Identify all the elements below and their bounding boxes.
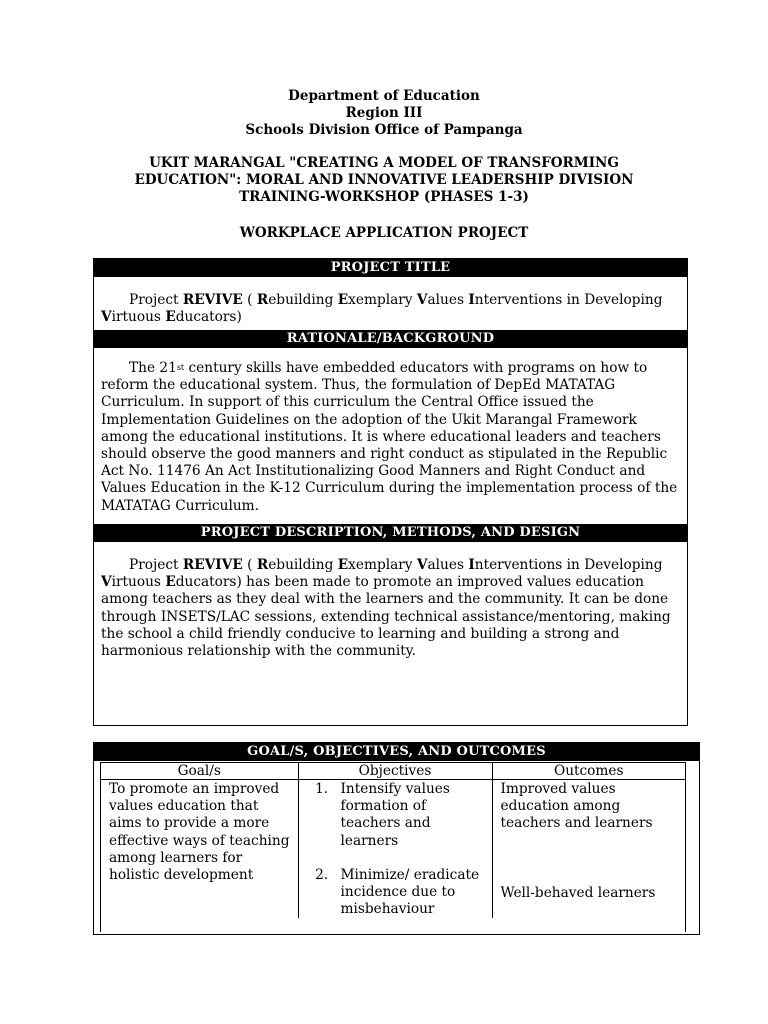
project-title-text: Project REVIVE ( Rebuilding Exemplary Values Interventions in Developing Virtuous Educators) xyxy=(101,292,663,326)
goals-table xyxy=(101,763,685,918)
objectives-cell xyxy=(298,780,492,919)
outcome-item: Well-behaved learners xyxy=(500,884,656,901)
goals-table-frame xyxy=(100,762,686,932)
column-header-outcomes: Outcomes xyxy=(492,763,685,780)
goal-cell: To promote an improved values education that aims to provide a more effective ways of teaching among learners for holistic development xyxy=(101,780,298,919)
project-details-box xyxy=(93,258,688,726)
table-header-row xyxy=(101,763,685,780)
objective-item: 2. Minimize/ eradicate incidence due to misbehaviour xyxy=(333,867,486,919)
outcome-item: Improved values education among teachers and learners xyxy=(500,781,653,832)
column-header-objectives: Objectives xyxy=(298,763,492,780)
goals-box xyxy=(93,742,700,935)
rationale-heading: RATIONALE/BACKGROUND xyxy=(94,330,687,348)
header-region: Region III xyxy=(345,105,423,121)
training-title-line: EDUCATION": MORAL AND INNOVATIVE LEADERSHIP DIVISION xyxy=(134,172,634,188)
training-title-line: TRAINING-WORKSHOP (PHASES 1-3) xyxy=(239,189,529,205)
outcomes-cell xyxy=(492,780,685,919)
objective-item: 1. Intensify values formation of teachers and learners xyxy=(333,781,486,850)
training-title xyxy=(0,155,768,206)
description-text: Project REVIVE ( Rebuilding Exemplary Values Interventions in Developing Virtuous Educators) has been made to promote an improved values education among teachers as they deal with the learners and the community. It can be done through INSETS/LAC sessions, extending technical assistance/mentoring, making the school a child friendly conducive to learning and building a strong and harmonious relationship with the community. xyxy=(101,557,671,660)
training-title-line: UKIT MARANGAL "CREATING A MODEL OF TRANSFORMING xyxy=(149,155,619,171)
column-header-goals: Goal/s xyxy=(101,763,298,780)
project-title-heading: PROJECT TITLE xyxy=(94,259,687,277)
document-header xyxy=(0,88,768,139)
description-heading: PROJECT DESCRIPTION, METHODS, AND DESIGN xyxy=(94,524,687,542)
wap-title: WORKPLACE APPLICATION PROJECT xyxy=(239,225,529,241)
header-department: Department of Education xyxy=(288,88,480,104)
rationale-text: The 21st century skills have embedded educators with programs on how to reform the educational system. Thus, the formulation of DepEd MATATAG Curriculum. In support of this curriculum the Central Office issued the Implementation Guidelines on the adoption of the Ukit Marangal Framework among the educational institutions. It is where educational leaders and teachers should observe the good manners and right conduct as stipulated in the Republic Act No. 11476 An Act Institutionalizing Good Manners and Right Conduct and Values Education in the K-12 Curriculum during the implementation process of the MATATAG Curriculum. xyxy=(101,360,678,514)
goals-heading: GOAL/S, OBJECTIVES, AND OUTCOMES xyxy=(94,743,699,761)
project-name: REVIVE xyxy=(182,292,243,308)
header-division: Schools Division Office of Pampanga xyxy=(245,122,523,138)
objectives-list xyxy=(307,781,486,918)
table-row xyxy=(101,780,685,919)
